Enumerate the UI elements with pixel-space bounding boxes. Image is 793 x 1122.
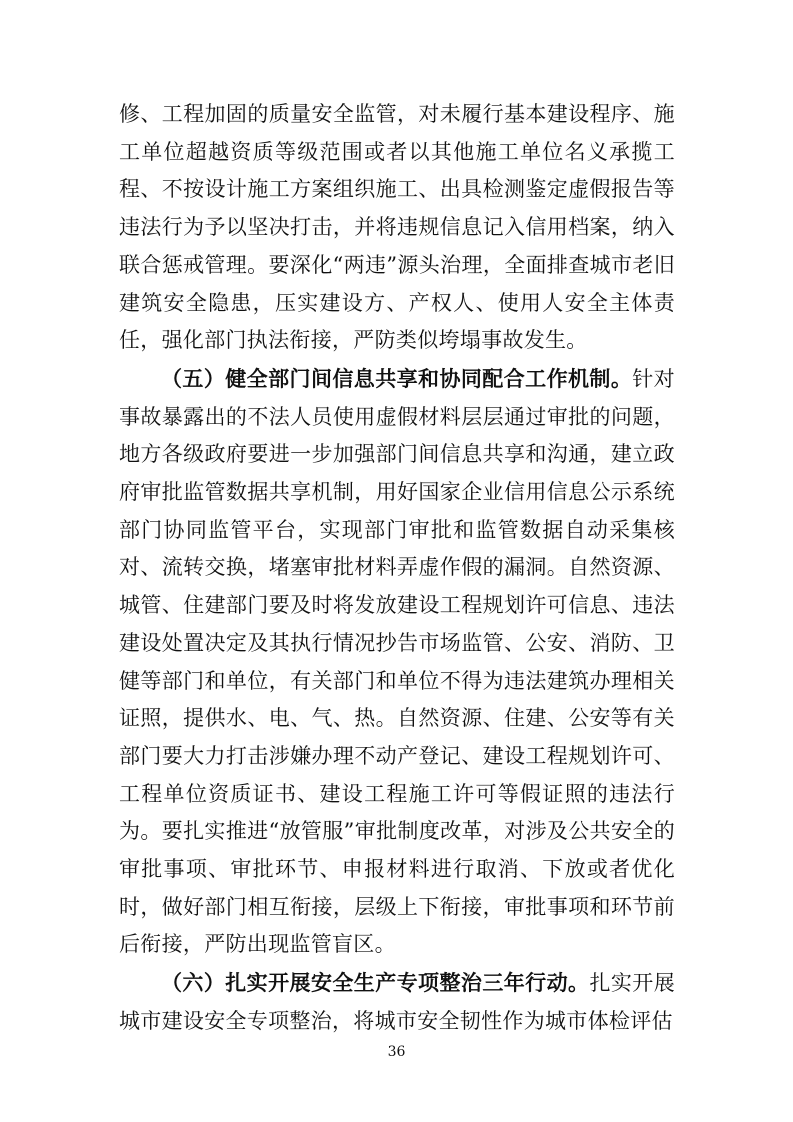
paragraph-section-5 [119, 360, 675, 964]
section-heading: （六）扎实开展安全生产专项整治三年行动。 [161, 970, 590, 996]
paragraph-section-6 [119, 964, 675, 1040]
section-heading: （五）健全部门间信息共享和协同配合工作机制。 [161, 365, 633, 391]
page-body [119, 96, 675, 1041]
paragraph-text: 扎实开展城市建设安全专项整治，将城市安全韧性作为城市体检评估 [119, 971, 676, 1033]
page-number: 36 [387, 1044, 406, 1060]
paragraph-text: 修、工程加固的质量安全监管，对未履行基本建设程序、施工单位超越资质等级范围或者以其他施工单位名义承揽工程、不按设计施工方案组织施工、出具检测鉴定虚假报告等违法行为予以坚决打击，并将违规信息记入信用档案，纳入联合惩戒管理。要深化“两违”源头治理，全面排查城市老旧建筑安全隐患，压实建设方、产权人、使用人安全主体责任，强化部门执法衔接，严防类似垮塌事故发生。 [119, 102, 675, 353]
paragraph-continuation [119, 96, 675, 360]
paragraph-text: 针对事故暴露出的不法人员使用虚假材料层层通过审批的问题，地方各级政府要进一步加强部门间信息共享和沟通，建立政府审批监管数据共享机制，用好国家企业信用信息公示系统部门协同监管平台，实现部门审批和监管数据自动采集核对、流转交换，堵塞审批材料弄虚作假的漏洞。自然资源、城管、住建部门要及时将发放建设工程规划许可信息、违法建设处置决定及其执行情况抄告市场监管、公安、消防、卫健等部门和单位，有关部门和单位不得为违法建筑办理相关证照，提供水、电、气、热。自然资源、住建、公安等有关部门要大力打击涉嫌办理不动产登记、建设工程规划许可、工程单位资质证书、建设工程施工许可等假证照的违法行为。要扎实推进“放管服”审批制度改革，对涉及公共安全的审批事项、审批环节、申报材料进行取消、下放或者优化时，做好部门相互衔接，层级上下衔接，审批事项和环节前后衔接，严防出现监管盲区。 [119, 366, 675, 957]
